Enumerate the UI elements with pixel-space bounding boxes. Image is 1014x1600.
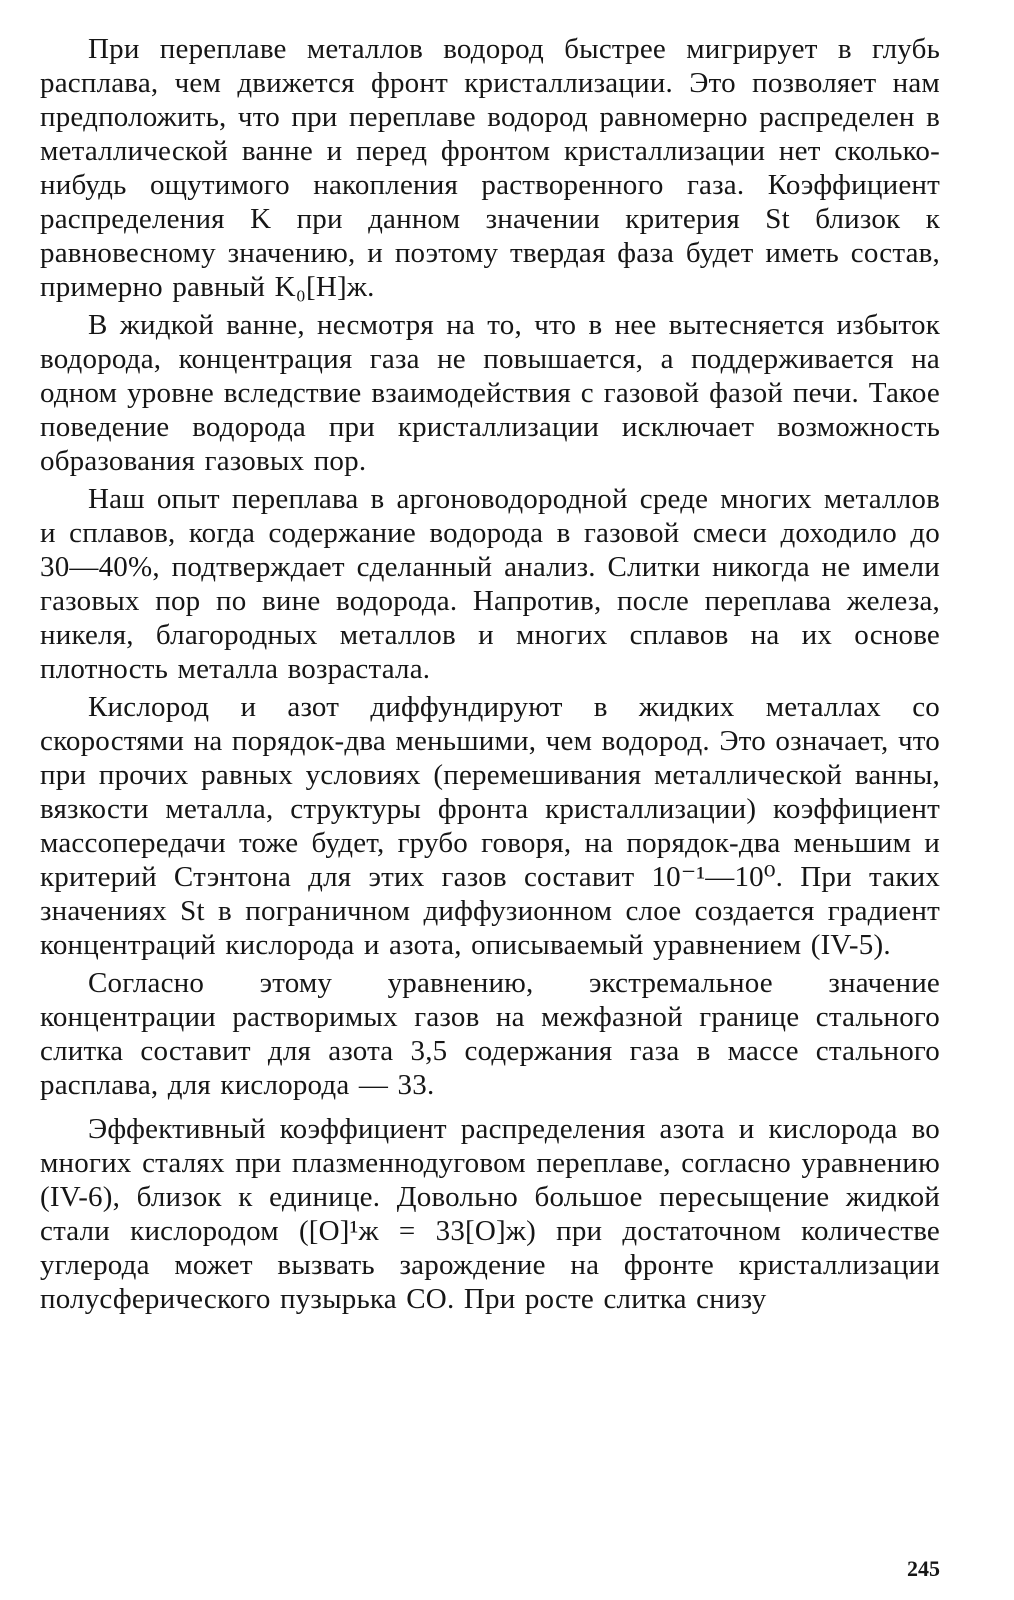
paragraph-hydrogen-migration: При переплаве металлов водород быстрее мигрирует в глубь расплава, чем движется фронт кристаллизации. Это позволяет нам предположить, что при переплаве водород равномерно распределен в металлической ванне и перед фронтом кристаллизации нет сколько-нибудь ощутимого накопления растворенного газа. Коэффициент распределения K при данном значении критерия St близок к равновесному значению, и поэтому твердая фаза будет иметь состав, примерно равный K₀[H]ж. (40, 33, 940, 303)
page-number: 245 (907, 1556, 940, 1581)
paragraph-extreme-concentration: Согласно этому уравнению, экстремальное значение концентрации растворимых газов на межфазной границе стального слитка составит для азота 3,5 содержания газа в массе стального расплава, для кислорода — 33. (40, 967, 940, 1101)
paragraph-liquid-bath: В жидкой ванне, несмотря на то, что в нее вытесняется избыток водорода, концентрация газа не повышается, а поддерживается на одном уровне вследствие взаимодействия с газовой фазой печи. Такое поведение водорода при кристаллизации исключает возможность образования газовых пор. (40, 309, 940, 477)
paragraph-remelting-experience: Наш опыт переплава в аргоноводородной среде многих металлов и сплавов, когда содержание водорода в газовой смеси доходило до 30—40%, подтверждает сделанный анализ. Слитки никогда не имели газовых пор по вине водорода. Напротив, после переплава железа, никеля, благородных металлов и многих сплавов на их основе плотность металла возрастала. (40, 483, 940, 685)
paragraph-distribution-coefficient: Эффективный коэффициент распределения азота и кислорода во многих сталях при плазменнодуговом переплаве, согласно уравнению (IV-6), близок к единице. Довольно большое пересыщение жидкой стали кислородом ([O]¹ж = 33[O]ж) при достаточном количестве углерода может вызвать зарождение на фронте кристаллизации полусферического пузырька CO. При росте слитка снизу (40, 1113, 940, 1315)
page-body (40, 32, 940, 1320)
paragraph-oxygen-nitrogen-diffusion: Кислород и азот диффундируют в жидких металлах со скоростями на порядок-два меньшими, чем водород. Это означает, что при прочих равных условиях (перемешивания металлической ванны, вязкости металла, структуры фронта кристаллизации) коэффициент массопередачи тоже будет, грубо говоря, на порядок-два меньшим и критерий Стэнтона для этих газов составит 10⁻¹—10⁰. При таких значениях St в пограничном диффузионном слое создается градиент концентраций кислорода и азота, описываемый уравнением (IV-5). (40, 691, 940, 961)
